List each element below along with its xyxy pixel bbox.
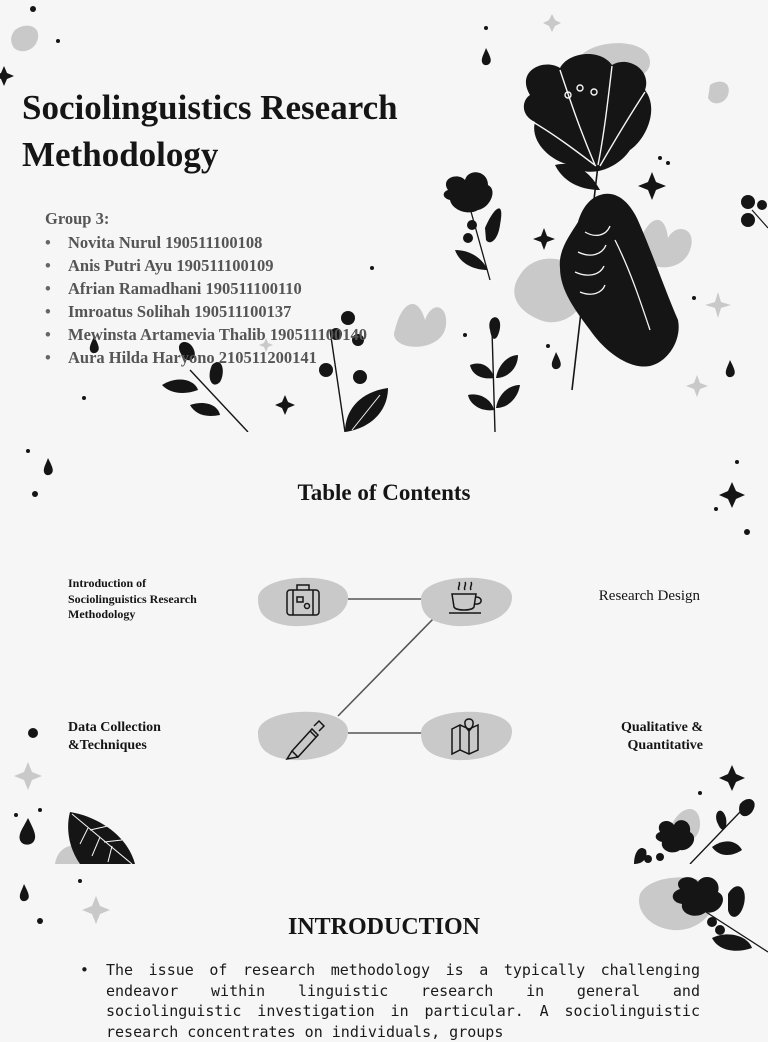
fern-icon — [468, 317, 520, 432]
member-item: • Mewinsta Artamevia Thalib 190511100140 — [45, 323, 367, 346]
member-list — [45, 231, 367, 369]
toc-item-introduction[interactable]: Introduction of Sociolinguistics Research Methodology — [68, 576, 197, 621]
berries-icon — [741, 195, 768, 228]
title-line-2: Methodology — [22, 135, 219, 174]
introduction-slide — [0, 864, 768, 1041]
presentation-title — [22, 84, 398, 178]
member-item: • Novita Nurul 190511100108 — [45, 231, 367, 254]
introduction-paragraph: • The issue of research methodology is a typically challenging endeavor within linguistic research in general and sociolinguistic investigation in particular. A sociolinguistic research concentrates on individuals, groups — [80, 960, 700, 1042]
small-flower-icon — [444, 172, 502, 280]
member-item: • Aura Hilda Haryono 210511200141 — [45, 346, 367, 369]
toc-node-2 — [421, 578, 512, 626]
toc-node-3 — [258, 712, 348, 760]
title-line-1: Sociolinguistics Research — [22, 88, 398, 127]
toc-item-research-design[interactable]: Research Design — [598, 588, 700, 604]
title-slide — [0, 0, 768, 432]
toc-title: Table of Contents — [297, 480, 471, 505]
group-label: Group 3: — [45, 209, 110, 228]
toc-item-data-collection[interactable]: Data Collection &Techniques — [68, 720, 161, 753]
introduction-body — [80, 960, 700, 1042]
toc-connector-lines — [338, 599, 435, 733]
toc-item-qualitative-quantitative[interactable]: Qualitative & Quantitative — [620, 720, 703, 753]
member-item: • Afrian Ramadhani 190511100110 — [45, 277, 367, 300]
toc-diagram — [0, 432, 768, 864]
introduction-title: INTRODUCTION — [287, 914, 481, 940]
table-of-contents-slide — [0, 432, 768, 864]
member-item: • Imroatus Solihah 190511100137 — [45, 300, 367, 323]
member-item: • Anis Putri Ayu 190511100109 — [45, 254, 367, 277]
